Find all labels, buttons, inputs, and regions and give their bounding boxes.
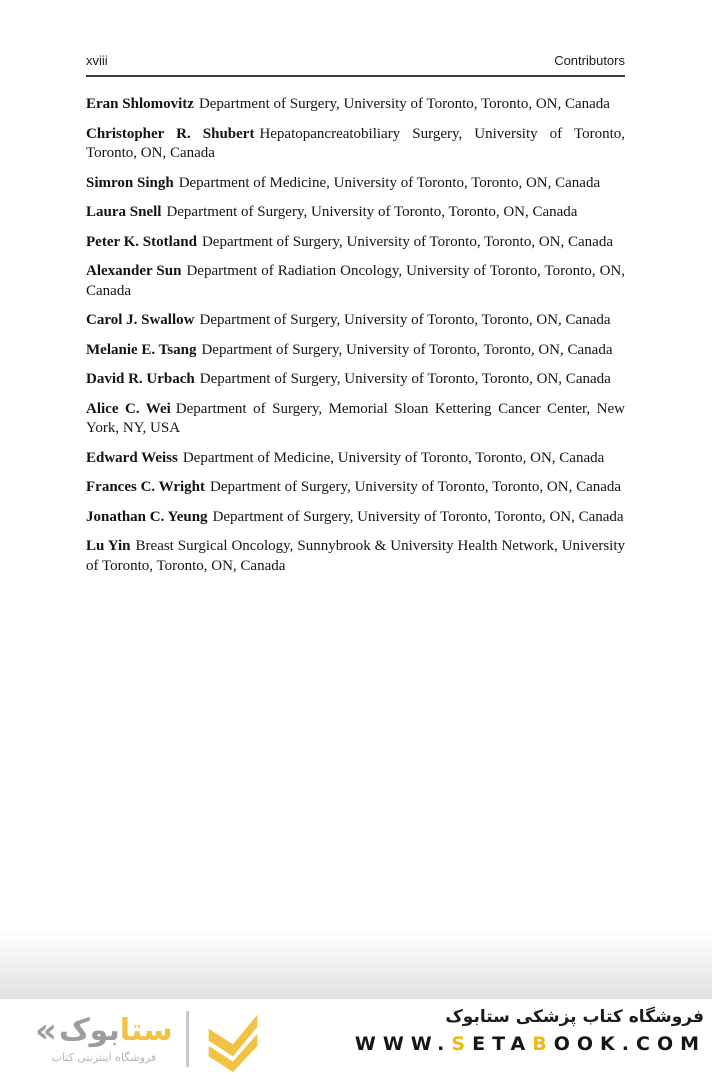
contributor-affiliation: Department of Surgery, University of Toronto, Toronto, ON, Canada bbox=[198, 96, 610, 112]
footer-store-info bbox=[355, 1007, 706, 1055]
contributor-name: Alice C. Wei bbox=[86, 400, 171, 417]
contributor-name: Christopher R. Shubert bbox=[86, 125, 255, 142]
contributor-affiliation: Department of Surgery, Memorial Sloan Kettering Cancer Center, New York, NY, USA bbox=[86, 400, 625, 436]
logo-wordmark-rest: بوک bbox=[58, 1013, 120, 1048]
contributor-name: Edward Weiss bbox=[86, 449, 178, 466]
contributor-entry bbox=[86, 125, 625, 164]
contributor-entry bbox=[86, 311, 625, 331]
logo-divider bbox=[186, 1011, 189, 1067]
contributor-affiliation: Department of Surgery, University of Toronto, Toronto, ON, Canada bbox=[212, 508, 624, 525]
contributor-name: Lu Yin bbox=[86, 538, 131, 554]
page-number: xviii bbox=[86, 53, 108, 68]
contributor-name: David R. Urbach bbox=[86, 371, 195, 387]
logo-wordmark-block bbox=[35, 1011, 173, 1064]
contributor-affiliation: Breast Surgical Oncology, Sunnybrook & University Health Network, University of Toronto, Toronto, ON, Canada bbox=[86, 538, 625, 574]
contributor-entry bbox=[86, 370, 625, 390]
footer-shadow bbox=[0, 930, 712, 999]
url-segment: B bbox=[532, 1033, 554, 1055]
contributor-entry bbox=[86, 508, 625, 528]
page-header bbox=[86, 53, 625, 77]
double-chevron-down-icon bbox=[202, 1006, 264, 1072]
running-header: Contributors bbox=[554, 53, 625, 68]
contributor-affiliation: Department of Surgery, University of Toronto, Toronto, ON, Canada bbox=[210, 479, 622, 495]
contributor-name: Simron Singh bbox=[86, 174, 174, 191]
contributor-name: Melanie E. Tsang bbox=[86, 341, 197, 358]
contributor-entry bbox=[86, 341, 625, 361]
contributor-affiliation: Department of Surgery, University of Toronto, Toronto, ON, Canada bbox=[201, 233, 613, 250]
url-segment: ETA bbox=[472, 1033, 533, 1055]
logo-wordmark bbox=[35, 1011, 173, 1051]
contributor-entry bbox=[86, 203, 625, 223]
contributor-name: Alexander Sun bbox=[86, 263, 182, 279]
contributor-entry bbox=[86, 449, 625, 469]
url-segment: WWW. bbox=[354, 1033, 452, 1055]
contributor-entry bbox=[86, 174, 625, 194]
contributor-entry bbox=[86, 400, 625, 439]
contributor-entry bbox=[86, 95, 625, 115]
url-segment: OOK.COM bbox=[553, 1033, 706, 1055]
url-segment: S bbox=[451, 1033, 473, 1055]
contributor-entry bbox=[86, 262, 625, 301]
contributor-affiliation: Department of Surgery, University of Toronto, Toronto, ON, Canada bbox=[166, 204, 578, 220]
contributor-name: Laura Snell bbox=[86, 204, 162, 220]
contributors-list bbox=[86, 95, 625, 586]
contributor-name: Frances C. Wright bbox=[86, 479, 206, 495]
contributor-entry bbox=[86, 537, 625, 576]
contributor-affiliation: Hepatopancreatobiliary Surgery, University of Toronto, Toronto, ON, Canada bbox=[86, 125, 625, 161]
logo-quote-mark: « bbox=[35, 1011, 57, 1051]
contributor-name: Jonathan C. Yeung bbox=[86, 508, 208, 525]
contributor-affiliation: Department of Radiation Oncology, University of Toronto, Toronto, ON, Canada bbox=[86, 263, 625, 299]
store-title: فروشگاه کتاب پزشکی ستابوک bbox=[445, 1007, 704, 1027]
logo-tagline: فروشگاه اینترنتی کتاب bbox=[51, 1051, 157, 1064]
watermark-footer bbox=[0, 999, 712, 1079]
contributor-affiliation: Department of Surgery, University of Toronto, Toronto, ON, Canada bbox=[199, 371, 611, 387]
contributor-name: Eran Shlomovitz bbox=[86, 96, 194, 112]
contributor-name: Peter K. Stotland bbox=[86, 233, 197, 250]
contributor-affiliation: Department of Surgery, University of Toronto, Toronto, ON, Canada bbox=[201, 341, 613, 358]
contributor-entry bbox=[86, 233, 625, 253]
contributor-affiliation: Department of Surgery, University of Toronto, Toronto, ON, Canada bbox=[199, 312, 611, 328]
contributor-entry bbox=[86, 478, 625, 498]
setabook-logo bbox=[35, 1006, 264, 1072]
contributor-affiliation: Department of Medicine, University of Toronto, Toronto, ON, Canada bbox=[182, 449, 605, 466]
logo-wordmark-accent: ستا bbox=[119, 1013, 173, 1048]
contributor-name: Carol J. Swallow bbox=[86, 312, 195, 328]
contributor-affiliation: Department of Medicine, University of Toronto, Toronto, ON, Canada bbox=[178, 174, 601, 191]
store-url bbox=[355, 1033, 706, 1055]
